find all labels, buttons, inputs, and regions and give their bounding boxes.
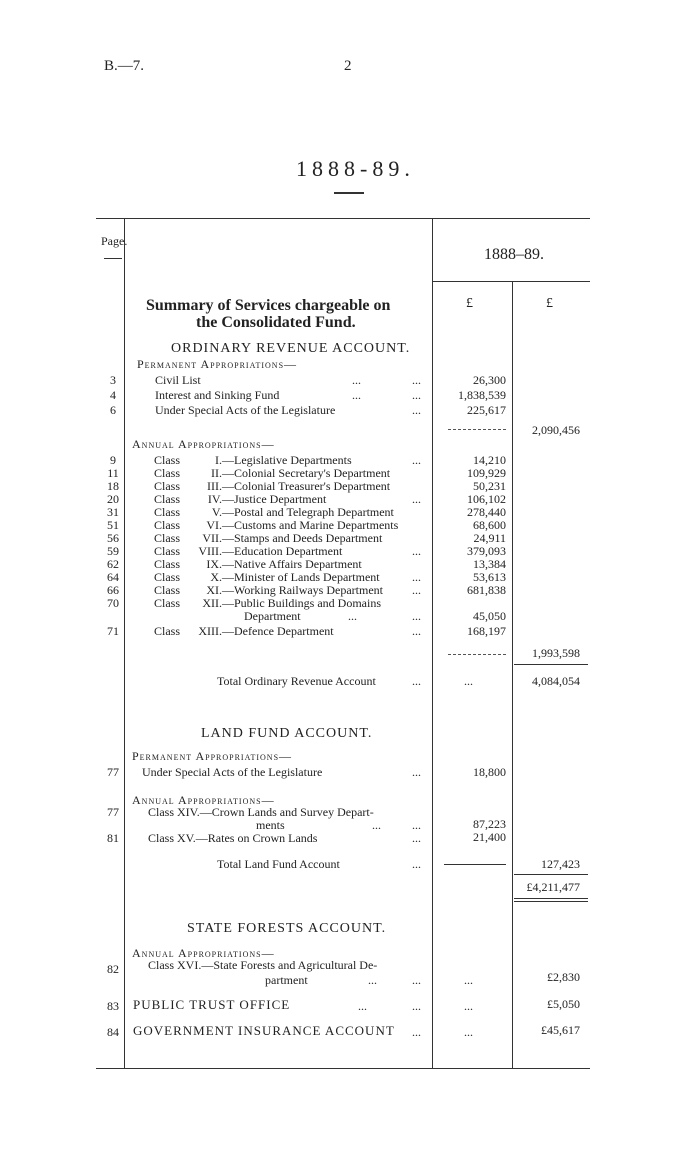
page-ref: 4 [110,388,116,402]
page-ref: 6 [110,403,116,417]
land-total-amount: 127,423 [541,857,580,871]
leader-dots: ... [352,388,361,402]
line-item-amount: 26,300 [473,373,506,387]
class-word: Class [154,570,181,584]
document-year: 1888-89. [296,156,415,181]
class-word: Class [154,596,181,610]
line-item-label: Class XVI.—State Forests and Agricultural De- [148,958,378,972]
subtotal-rule [444,864,506,865]
page-ref: 77 [107,805,119,819]
line-item-label: —Legislative Departments [222,453,352,467]
ordinary-permanent-total: 2,090,456 [532,423,580,437]
title-rule [334,192,364,194]
leader-dots: ... [412,999,421,1013]
page-col-divider [124,218,125,1068]
line-item-label: Class XIV.—Crown Lands and Survey Depart- [148,805,374,819]
land-permanent-head: Permanent Appropriations— [132,749,293,763]
line-item-label: Class XV.—Rates on Crown Lands [148,831,318,845]
line-item-amount: 18,800 [473,765,506,779]
table-bottom-rule [96,1068,590,1069]
leader-dots: ... [464,1025,473,1039]
class-numeral: II. [211,466,222,480]
page-ref: 82 [107,962,119,976]
subtotal-rule [448,429,506,430]
page-ref: 81 [107,831,119,845]
leader-dots: ... [352,373,361,387]
ordinary-total-label: Total Ordinary Revenue Account [217,674,376,688]
line-item-amount: 168,197 [467,624,506,638]
page-ref: 64 [107,570,119,584]
leader-dots: ... [412,403,421,417]
line-item-label: Under Special Acts of the Legislature [155,403,336,417]
page-ref: 59 [107,544,119,558]
double-rule [514,901,588,902]
total-rule [514,664,588,665]
page-ref: 56 [107,531,119,545]
ordinary-annual-total: 1,993,598 [532,646,580,660]
line-item-label: Under Special Acts of the Legislature [142,765,323,779]
table-top-rule [96,218,590,219]
land-account-title: LAND FUND ACCOUNT. [201,726,373,741]
line-item-amount: 50,231 [473,479,506,493]
line-item-amount: 87,223 [473,817,506,831]
class-word: Class [154,466,181,480]
line-item-amount: 1,838,539 [458,388,506,402]
summary-subtitle: the Consolidated Fund. [196,314,356,331]
leader-dots: ... [412,674,421,688]
line-item-amount: 379,093 [467,544,506,558]
page-ref: 70 [107,596,119,610]
page-ref: 11 [107,466,119,480]
line-item-label: —Working Railways Department [222,583,383,597]
page-header-rule [104,258,122,259]
leader-dots: ... [412,373,421,387]
leader-dots: ... [412,570,421,584]
line-item-label: Civil List [155,373,201,387]
forests-annual-head: Annual Appropriations— [132,946,275,960]
leader-dots: ... [412,492,421,506]
ordinary-permanent-head: Permanent Appropriations— [137,357,298,371]
line-item-label: —Colonial Treasurer's Department [222,479,391,493]
page-number: 2 [344,58,352,74]
leader-dots: ... [464,973,473,987]
line-item-amount: 68,600 [473,518,506,532]
document-ref: B.—7. [104,58,145,74]
col-year-header: 1888–89. [484,246,544,263]
leader-dots: ... [412,624,421,638]
class-word: Class [154,505,181,519]
page-ref: 62 [107,557,119,571]
amount-col-divider [432,218,433,1068]
leader-dots: ... [412,544,421,558]
leader-dots: ... [412,831,421,845]
ordinary-total-amount: 4,084,054 [532,674,580,688]
class-numeral: IX. [206,557,222,571]
insurance-amount: £45,617 [541,1023,580,1037]
page-ref: 66 [107,583,119,597]
class-numeral: X. [210,570,222,584]
leader-dots: ... [358,999,367,1013]
pound-sign-col1: £ [466,296,473,311]
class-word: Class [154,518,181,532]
line-item-amount: 109,929 [467,466,506,480]
line-item-label: —Customs and Marine Departments [222,518,399,532]
leader-dots: ... [412,857,421,871]
leader-dots: ... [412,388,421,402]
class-word: Class [154,453,181,467]
pound-sign-col2: £ [546,296,553,311]
leader-dots: ... [412,973,421,987]
page-ref: 20 [107,492,119,506]
class-numeral: VIII. [198,544,222,558]
line-item-amount: 45,050 [473,609,506,623]
class-numeral: I. [215,453,222,467]
line-item-label: —Public Buildings and Domains [222,596,381,610]
line-item-amount: 278,440 [467,505,506,519]
land-annual-head: Annual Appropriations— [132,793,275,807]
line-item-amount: 24,911 [473,531,506,545]
class-numeral: XI. [206,583,222,597]
page-ref: 18 [107,479,119,493]
class-word: Class [154,624,181,638]
leader-dots: ... [412,453,421,467]
line-item-label: —Colonial Secretary's Department [222,466,391,480]
leader-dots: ... [412,1025,421,1039]
line-item-label: —Education Department [222,544,343,558]
line-item-label: —Defence Department [222,624,334,638]
subtotal-rule [448,654,506,655]
line-item-amount: 225,617 [467,403,506,417]
class-numeral: XII. [202,596,222,610]
line-item-label: —Stamps and Deeds Department [222,531,383,545]
page-ref: 9 [110,453,116,467]
line-item-amount: 14,210 [473,453,506,467]
year-header-rule [432,281,590,282]
line-item-label-cont: partment [265,973,308,987]
line-item-amount: 106,102 [467,492,506,506]
leader-dots: ... [368,973,377,987]
leader-dots: ... [412,609,421,623]
line-item-label: —Postal and Telegraph Department [222,505,394,519]
line-item-label: Interest and Sinking Fund [155,388,280,402]
line-item-amount: 21,400 [473,830,506,844]
page-ref: 77 [107,765,119,779]
class-word: Class [154,492,181,506]
class-numeral: VI. [206,518,222,532]
class-numeral: V. [211,505,222,519]
class-word: Class [154,583,181,597]
line-item-label: —Justice Department [222,492,327,506]
double-rule [514,898,588,899]
total-rule [514,874,588,875]
line-item-amount: 681,838 [467,583,506,597]
leader-dots: ... [464,674,473,688]
line-item-label: —Native Affairs Department [222,557,362,571]
line-item-label: —Minister of Lands Department [222,570,380,584]
class-word: Class [154,531,181,545]
class-numeral: VII. [202,531,222,545]
line-item-label-cont: ments [256,818,285,832]
leader-dots: ... [464,999,473,1013]
ordinary-annual-head: Annual Appropriations— [132,437,275,451]
forests-account-title: STATE FORESTS ACCOUNT. [187,921,387,936]
line-item-amount: 13,384 [473,557,506,571]
leader-dots: ... [412,818,421,832]
class-numeral: III. [207,479,222,493]
col-page-header: Page. [101,234,128,248]
leader-dots: ... [372,818,381,832]
insurance-label: GOVERNMENT INSURANCE ACCOUNT [133,1023,395,1038]
leader-dots: ... [412,583,421,597]
page-ref: 31 [107,505,119,519]
page-ref: 71 [107,624,119,638]
public-trust-label: PUBLIC TRUST OFFICE [133,997,291,1012]
page-ref: 3 [110,373,116,387]
ordinary-account-title: ORDINARY REVENUE ACCOUNT. [171,341,411,356]
line-item-amount: 53,613 [473,570,506,584]
line-item-label-cont: Department [244,609,301,623]
land-total-label: Total Land Fund Account [217,857,340,871]
class-word: Class [154,544,181,558]
page-ref: 84 [107,1025,119,1039]
forests-amount: £2,830 [547,970,580,984]
grand-total: £4,211,477 [526,880,580,894]
public-trust-amount: £5,050 [547,997,580,1011]
page-ref: 51 [107,518,119,532]
leader-dots: ... [348,609,357,623]
leader-dots: ... [412,765,421,779]
class-numeral: IV. [207,492,222,506]
class-numeral: XIII. [198,624,222,638]
summary-title: Summary of Services chargeable on [146,297,391,314]
total-col-divider [512,282,513,1068]
class-word: Class [154,479,181,493]
page-ref: 83 [107,999,119,1013]
class-word: Class [154,557,181,571]
